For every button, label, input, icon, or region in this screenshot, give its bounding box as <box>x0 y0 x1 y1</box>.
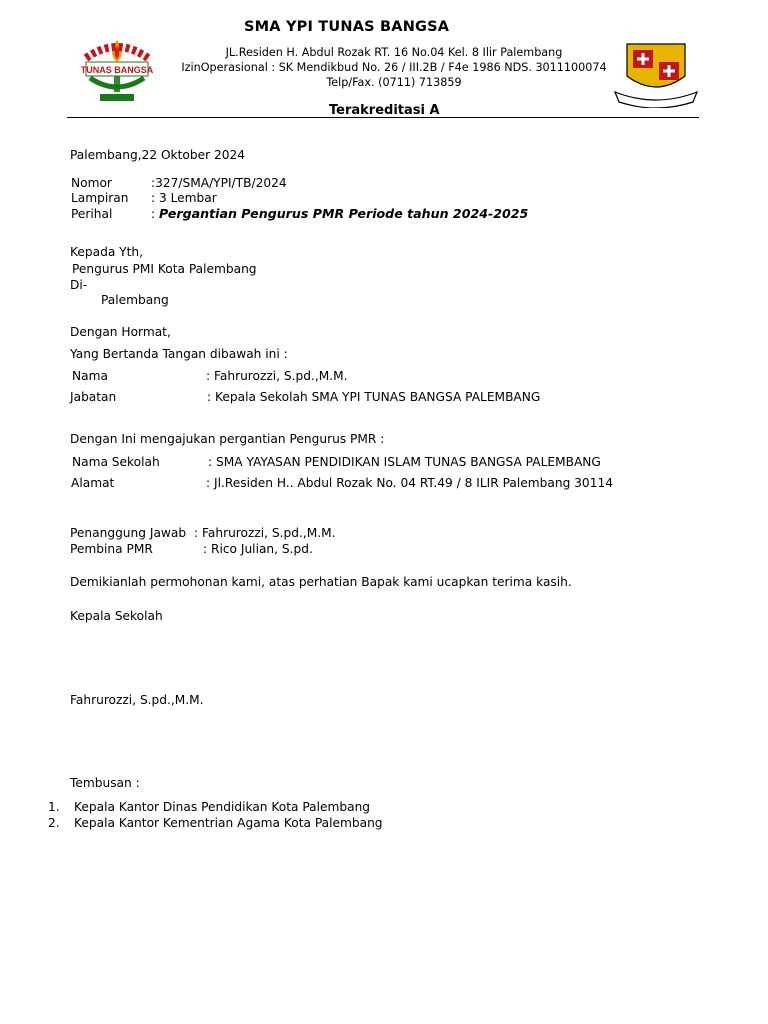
signer-value: : Fahrurozzi, S.pd.,M.M. <box>206 369 348 383</box>
school-license: IzinOperasional : SK Mendikbud No. 26 / III.2B / F4e 1986 NDS. 3011100074 <box>181 61 607 74</box>
meta-label: Lampiran <box>71 191 129 205</box>
school-label: Alamat <box>71 476 115 490</box>
school-value: : SMA YAYASAN PENDIDIKAN ISLAM TUNAS BANGSA PALEMBANG <box>208 455 601 469</box>
school-phone: Telp/Fax. (0711) 713859 <box>326 76 462 89</box>
subject-colon: : <box>151 207 159 221</box>
cc-item <box>48 816 383 830</box>
cc-item-text: Kepala Kantor Kementrian Agama Kota Palembang <box>74 816 383 830</box>
responsible-value: : Fahrurozzi, S.pd.,M.M. <box>194 526 336 540</box>
cc-item-text: Kepala Kantor Dinas Pendidikan Kota Palembang <box>74 800 371 814</box>
responsible-value: : Rico Julian, S.pd. <box>203 542 313 556</box>
meta-value: : 3 Lembar <box>151 191 217 205</box>
school-logo-left <box>80 36 154 108</box>
meta-value: :327/SMA/YPI/TB/2024 <box>151 176 287 190</box>
subject-text: Pergantian Pengurus PMR Periode tahun 2024-2025 <box>158 206 529 221</box>
signer-label: Jabatan <box>70 390 117 404</box>
signature-title: Kepala Sekolah <box>70 609 163 623</box>
signer-value: : Kepala Sekolah SMA YPI TUNAS BANGSA PALEMBANG <box>207 390 541 404</box>
signature-name: Fahrurozzi, S.pd.,M.M. <box>70 693 204 707</box>
cc-item-number: 1. <box>48 800 60 814</box>
recipient-name: Pengurus PMI Kota Palembang <box>72 262 257 276</box>
cc-title: Tembusan : <box>70 776 140 790</box>
accreditation: Terakreditasi A <box>329 103 440 118</box>
cc-item <box>48 800 370 814</box>
meta-label: Nomor <box>71 176 112 190</box>
closing-statement: Demikianlah permohonan kami, atas perhatian Bapak kami ucapkan terima kasih. <box>70 575 572 589</box>
meta-label: Perihal <box>71 207 113 221</box>
responsible-label: Penanggung Jawab <box>70 526 187 540</box>
request-intro: Dengan Ini mengajukan pergantian Pengurus PMR : <box>70 432 385 446</box>
school-name: SMA YPI TUNAS BANGSA <box>244 19 450 35</box>
foundation-logo-right <box>613 42 699 108</box>
place-date: Palembang,22 Oktober 2024 <box>70 148 245 162</box>
responsible-label: Pembina PMR <box>70 542 153 556</box>
school-label: Nama Sekolah <box>72 455 160 469</box>
logo-left-text: TUNAS BANGSA <box>80 65 154 75</box>
signer-label: Nama <box>72 369 108 383</box>
cc-item-number: 2. <box>48 816 60 830</box>
school-value: : Jl.Residen H.. Abdul Rozak No. 04 RT.49 / 8 ILIR Palembang 30114 <box>206 476 613 490</box>
recipient-di: Di- <box>70 278 88 292</box>
recipient-city: Palembang <box>101 293 169 307</box>
signer-intro: Yang Bertanda Tangan dibawah ini : <box>70 347 288 361</box>
recipient-salutation: Kepada Yth, <box>70 245 143 259</box>
subject-line <box>151 206 528 221</box>
school-address: JL.Residen H. Abdul Rozak RT. 16 No.04 Kel. 8 Ilir Palembang <box>225 46 563 59</box>
header-divider <box>67 117 699 118</box>
greeting: Dengan Hormat, <box>70 325 171 339</box>
